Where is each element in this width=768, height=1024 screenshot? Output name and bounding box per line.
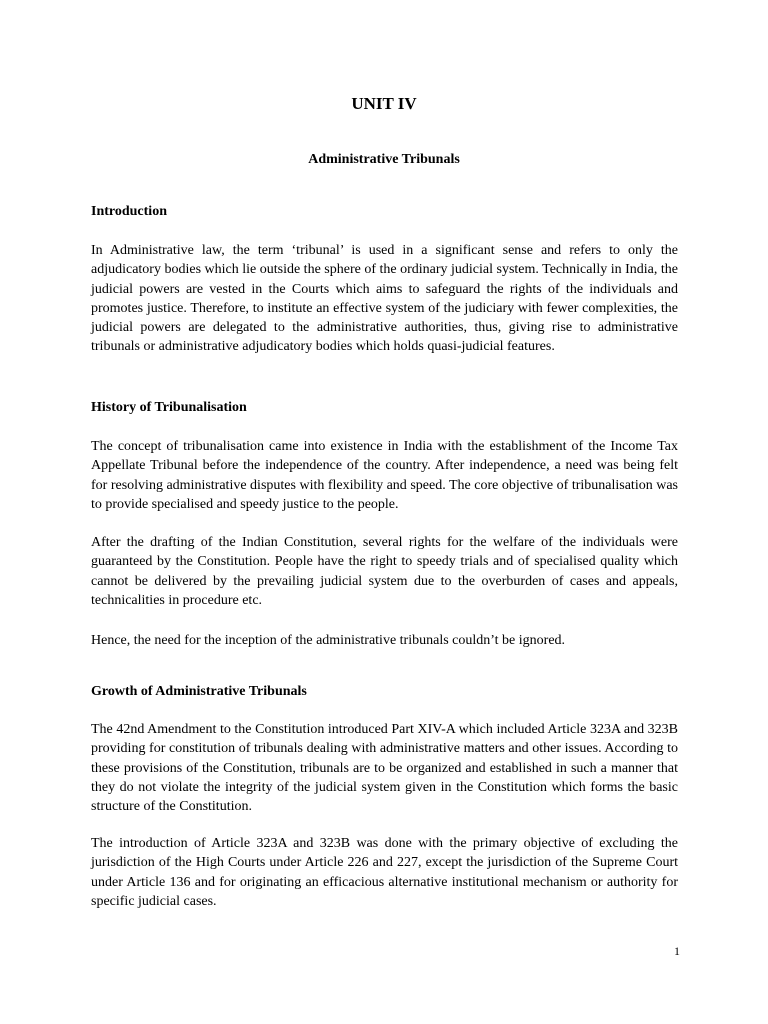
page-number: 1 xyxy=(674,944,680,958)
section-heading-growth: Growth of Administrative Tribunals xyxy=(91,684,307,699)
document-subtitle: Administrative Tribunals xyxy=(308,152,460,167)
paragraph-history-3: Hence, the need for the inception of the administrative tribunals couldn’t be ignored. xyxy=(91,633,566,648)
paragraph-history-2: After the drafting of the Indian Constitution, several rights for the welfare of the individuals were guaranteed by the Constitution. People have the right to speedy trials and of specialised quality which cannot be delivered by the prevailing judicial system due to the overburden of cases and appeals, technicalities in procedure etc. xyxy=(91,535,678,608)
paragraph-introduction: In Administrative law, the term ‘tribunal’ is used in a significant sense and refers to only the adjudicatory bodies which lie outside the sphere of the ordinary judicial system. Technically in India, the judicial powers are vested in the Courts which aims to safeguard the rights of the individuals and promotes justice. Therefore, to institute an effective system of the judiciary with fewer complexities, the judicial powers are delegated to the administrative authorities, thus, giving rise to administrative tribunals or administrative adjudicatory bodies which holds quasi-judicial features. xyxy=(91,243,678,355)
paragraph-history-1: The concept of tribunalisation came into existence in India with the establishment of the Income Tax Appellate Tribunal before the independence of the country. After independence, a need was being felt for resolving administrative disputes with flexibility and speed. The core objective of tribunalisation was to provide specialised and speedy justice to the people. xyxy=(91,439,678,512)
paragraph-growth-2: The introduction of Article 323A and 323B was done with the primary objective of excluding the jurisdiction of the High Courts under Article 226 and 227, except the jurisdiction of the Supreme Court under Article 136 and for originating an efficacious alternative institutional mechanism or authority for specific judicial cases. xyxy=(91,836,678,909)
paragraph-growth-1: The 42nd Amendment to the Constitution introduced Part XIV-A which included Article 323A and 323B providing for constitution of tribunals dealing with administrative matters and other issues. According to these provisions of the Constitution, tribunals are to be organized and established in such a manner that they do not violate the integrity of the judicial system given in the Constitution which forms the basic structure of the Constitution. xyxy=(91,722,678,815)
section-heading-history: History of Tribunalisation xyxy=(91,400,247,415)
section-heading-introduction: Introduction xyxy=(91,204,167,219)
unit-title: UNIT IV xyxy=(351,94,417,113)
